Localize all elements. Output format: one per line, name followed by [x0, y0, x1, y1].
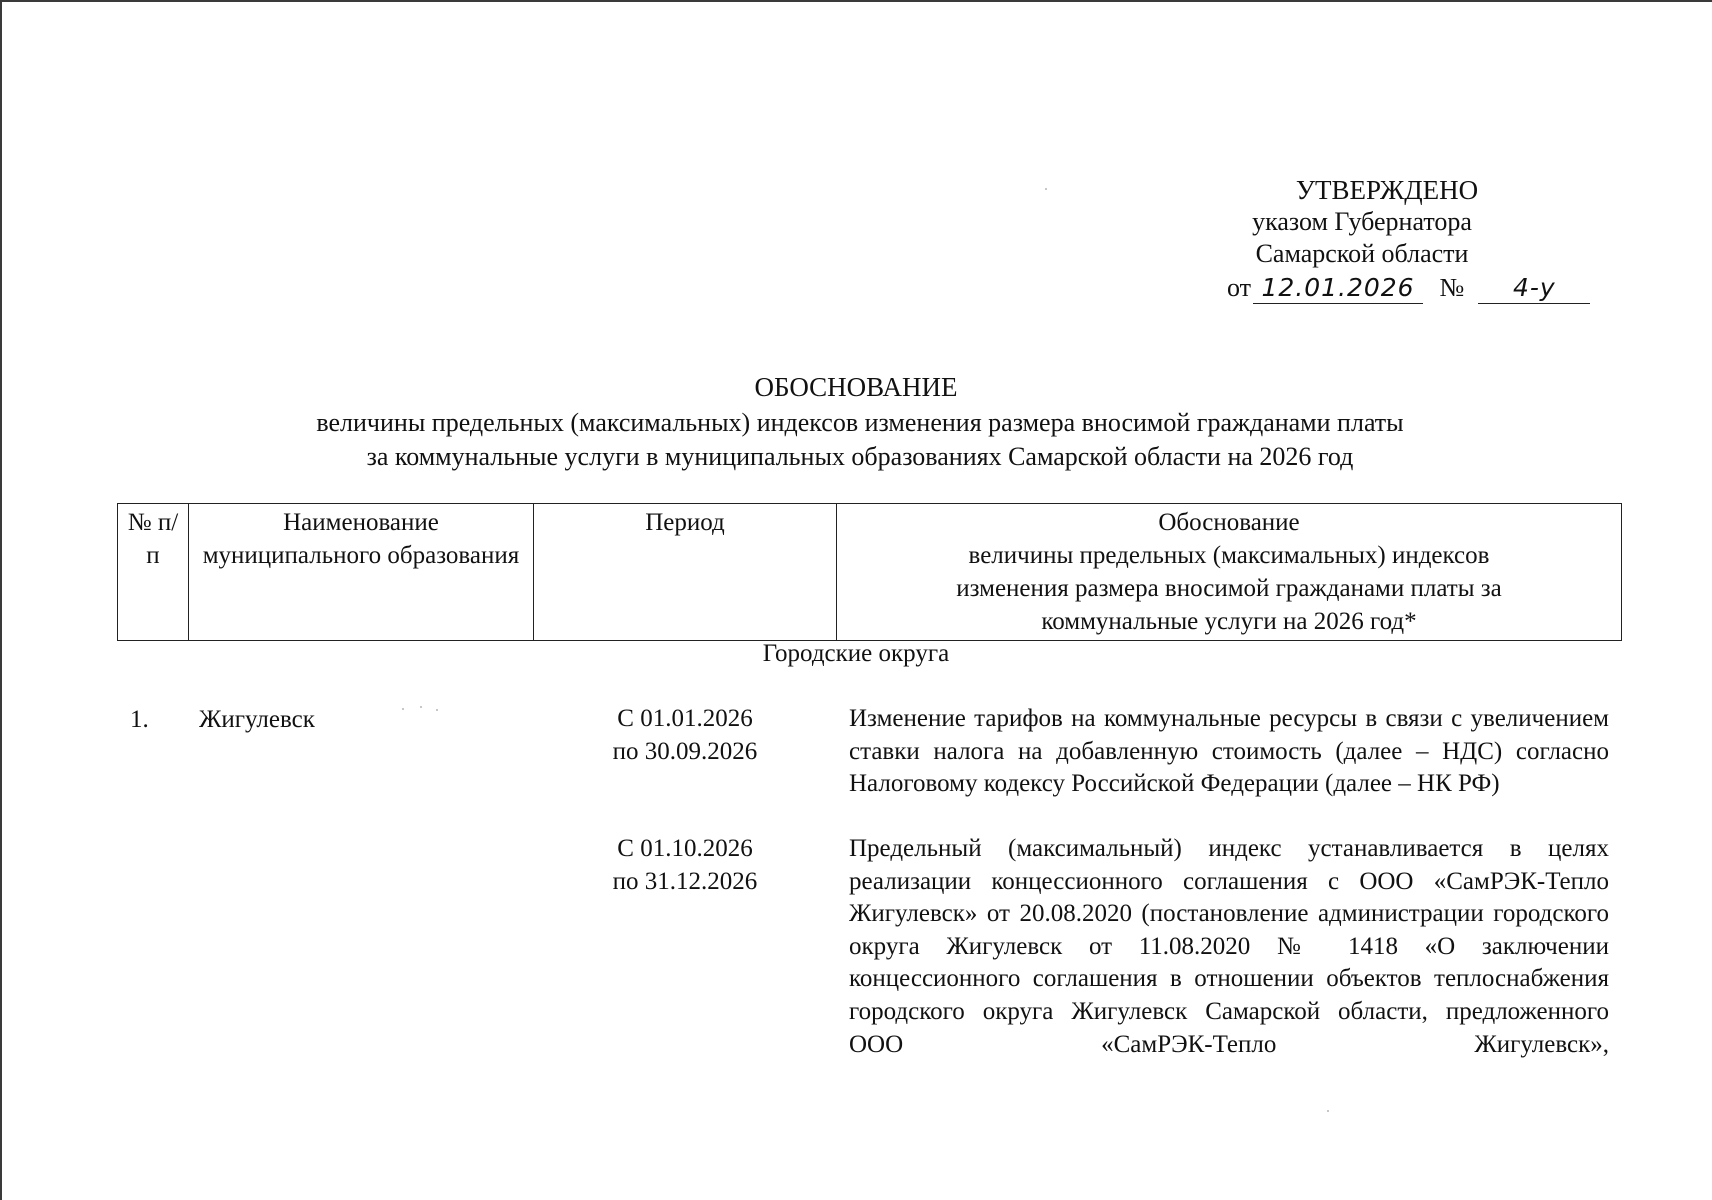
header-row [118, 504, 1622, 641]
period-to: по 31.12.2026 [612, 867, 758, 895]
header-cell-name: Наименование муниципального образования [189, 504, 534, 641]
header-justification-text: величины предельных (максимальных) индексов изменения размера вносимой гражданами платы за коммунальные услуги на 2026 год* [956, 542, 1502, 635]
document-subtitle-line-2: за коммунальные услуги в муниципальных образованиях Самарской области на 2026 год [366, 442, 1354, 471]
header-cell-period: Период [534, 504, 837, 641]
period-from: С 01.10.2026 [617, 835, 753, 862]
number-sign: № [1439, 273, 1465, 302]
document-subtitle [110, 406, 1610, 474]
approval-line-1: указом Губернатора [1252, 207, 1472, 236]
scan-speck [1327, 1110, 1329, 1112]
scan-speck [420, 706, 422, 708]
period-from: С 01.01.2026 [617, 705, 753, 732]
scan-top-border [0, 0, 1712, 2]
header-cell-justification [837, 504, 1622, 641]
date-prefix: от [1227, 273, 1252, 302]
handwritten-number: 4-у [1478, 273, 1590, 304]
header-cell-number: № п/п [118, 504, 189, 641]
document-subtitle-line-1: величины предельных (максимальных) индексов изменения размера вносимой гражданами платы [316, 408, 1404, 437]
scan-speck [1045, 188, 1047, 190]
period-entry-2 [560, 833, 810, 898]
period-to: по 30.09.2026 [612, 737, 758, 765]
justification-entry-1: Изменение тарифов на коммунальные ресурсы в связи с увеличением ставки налога на добавленную стоимость (далее – НДС) согласно Налоговому кодексу Российской Федерации (далее – НК РФ) [849, 705, 1609, 798]
header-justification-title: Обоснование [1158, 509, 1300, 536]
justification-entry-2: Предельный (максимальный) индекс устанавливается в целях реализации концессионного соглашения с ООО «СамРЭК-Тепло Жигулевск» от 20.08.2020 (постановление администрации городского округа Жигулевск от 11.08.2020 № 1418 «О заключении концессионного соглашения в отношении объектов теплоснабжения городского округа Жигулевск Самарской области, предложенного ООО «СамРЭК-Тепло Жигулевск», [849, 835, 1609, 1058]
section-title: Городские округа [762, 640, 950, 667]
scan-speck [436, 709, 438, 711]
row-municipality-name: Жигулевск [199, 706, 315, 733]
scan-left-border [0, 0, 2, 1200]
approval-date-row [1227, 272, 1590, 304]
approval-line-2: Самарской области [1255, 239, 1469, 268]
period-entry-1 [560, 703, 810, 768]
document-title: ОБОСНОВАНИЕ [754, 372, 958, 402]
header-table [117, 503, 1622, 641]
approval-block [1192, 174, 1532, 270]
approval-title: УТВЕРЖДЕНО [1295, 175, 1479, 205]
handwritten-date: 12.01.2026 [1253, 273, 1423, 304]
row-number: 1. [130, 706, 149, 733]
scan-speck [402, 708, 404, 710]
